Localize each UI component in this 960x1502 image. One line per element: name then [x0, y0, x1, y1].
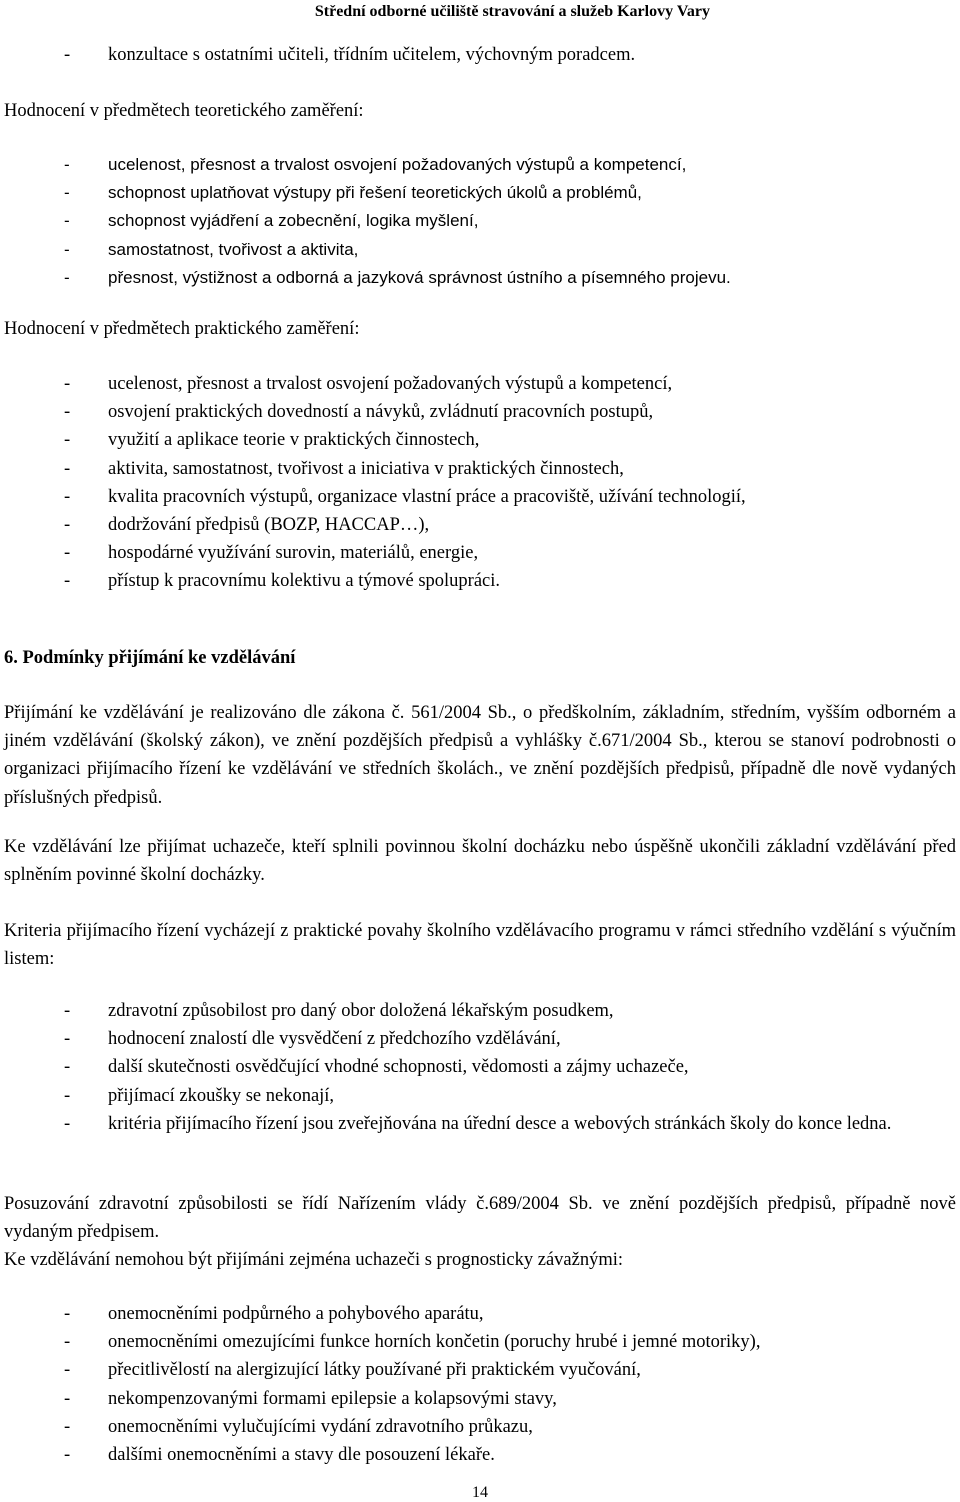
- list-item: - kritéria přijímacího řízení jsou zveřejňována na úřední desce a webových stránkách školy do konce ledna.: [4, 1110, 956, 1138]
- page-number: 14: [472, 1484, 488, 1501]
- list-item: - další skutečnosti osvědčující vhodné schopnosti, vědomosti a zájmy uchazeče,: [4, 1053, 956, 1081]
- admission-paragraph-2: Ke vzdělávání lze přijímat uchazeče, kteří splnili povinnou školní docházku nebo úspěšně ukončili základní vzdělávání před splněním povinné školní docházky.: [4, 837, 956, 886]
- list-item: - hodnocení znalostí dle vysvědčení z předchozího vzdělávání,: [4, 1025, 956, 1053]
- list-item: - onemocněními podpůrného a pohybového aparátu,: [4, 1300, 956, 1328]
- list-item: - přístup k pracovnímu kolektivu a týmové spolupráci.: [4, 567, 956, 595]
- list-item: - schopnost uplatňovat výstupy při řešení teoretických úkolů a problémů,: [4, 179, 956, 207]
- criteria-intro: Kriteria přijímacího řízení vycházejí z praktické povahy školního vzdělávacího programu v rámci středního vzdělání s výučním listem:: [4, 921, 956, 970]
- list-item: - přijímací zkoušky se nekonají,: [4, 1082, 956, 1110]
- section-6-title: 6. Podmínky přijímání ke vzdělávání: [4, 648, 296, 668]
- exclusion-list: [4, 1300, 956, 1469]
- theory-heading: Hodnocení v předmětech teoretického zaměření:: [4, 101, 364, 121]
- list-item: - zdravotní způsobilost pro daný obor doložená lékařským posudkem,: [4, 997, 956, 1025]
- list-item: - přesnost, výstižnost a odborná a jazyková správnost ústního a písemného projevu.: [4, 264, 956, 292]
- list-item: - onemocněními vylučujícími vydání zdravotního průkazu,: [4, 1413, 956, 1441]
- list-item: - využití a aplikace teorie v praktických činnostech,: [4, 426, 956, 454]
- list-item: - onemocněními omezujícími funkce horních končetin (poruchy hrubé i jemné motoriky),: [4, 1328, 956, 1356]
- page-header: Střední odborné učiliště stravování a služeb Karlovy Vary: [314, 3, 710, 20]
- admission-paragraph: Přijímání ke vzdělávání je realizováno dle zákona č. 561/2004 Sb., o předškolním, základním, středním, vyšším odborném a jiném vzdělávání (školský zákon), ve znění pozdějších předpisů a vyhlášky č.671/2004 Sb., kterou se stanoví podrobnosti o organizaci přijímacího řízení ke vzdělávání ve středních školách., ve znění pozdějších předpisů, případně dle nově vydaných příslušných předpisů.: [4, 703, 956, 808]
- practice-heading: Hodnocení v předmětech praktického zaměření:: [4, 319, 360, 339]
- list-item: - konzultace s ostatními učiteli, třídním učitelem, výchovným poradcem.: [4, 41, 956, 69]
- top-item-block: [4, 41, 956, 69]
- theory-list: [4, 151, 956, 292]
- health-paragraph: Posuzování zdravotní způsobilosti se řídí Nařízením vlády č.689/2004 Sb. ve znění pozdějších předpisů, případně nově vydaným předpisem.: [4, 1194, 956, 1243]
- section-title: [4, 644, 956, 672]
- list-item: - dalšími onemocněními a stavy dle posouzení lékaře.: [4, 1441, 956, 1469]
- practice-list: [4, 370, 956, 596]
- list-item: - hospodárné využívání surovin, materiálů, energie,: [4, 539, 956, 567]
- list-item: - nekompenzovanými formami epilepsie a kolapsovými stavy,: [4, 1385, 956, 1413]
- criteria-list: [4, 997, 956, 1138]
- list-item: - osvojení praktických dovedností a návyků, zvládnutí pracovních postupů,: [4, 398, 956, 426]
- list-item: - aktivita, samostatnost, tvořivost a iniciativa v praktických činnostech,: [4, 455, 956, 483]
- list-item: - dodržování předpisů (BOZP, HACCAP…),: [4, 511, 956, 539]
- list-item: - ucelenost, přesnost a trvalost osvojení požadovaných výstupů a kompetencí,: [4, 151, 956, 179]
- list-item: - samostatnost, tvořivost a aktivita,: [4, 236, 956, 264]
- exclusion-intro: Ke vzdělávání nemohou být přijímáni zejména uchazeči s prognosticky závažnými:: [4, 1250, 624, 1270]
- list-item: - kvalita pracovních výstupů, organizace vlastní práce a pracoviště, užívání technologií,: [4, 483, 956, 511]
- list-item: - přecitlivělostí na alergizující látky používané při praktickém vyučování,: [4, 1356, 956, 1384]
- list-item: - ucelenost, přesnost a trvalost osvojení požadovaných výstupů a kompetencí,: [4, 370, 956, 398]
- list-item: - schopnost vyjádření a zobecnění, logika myšlení,: [4, 207, 956, 235]
